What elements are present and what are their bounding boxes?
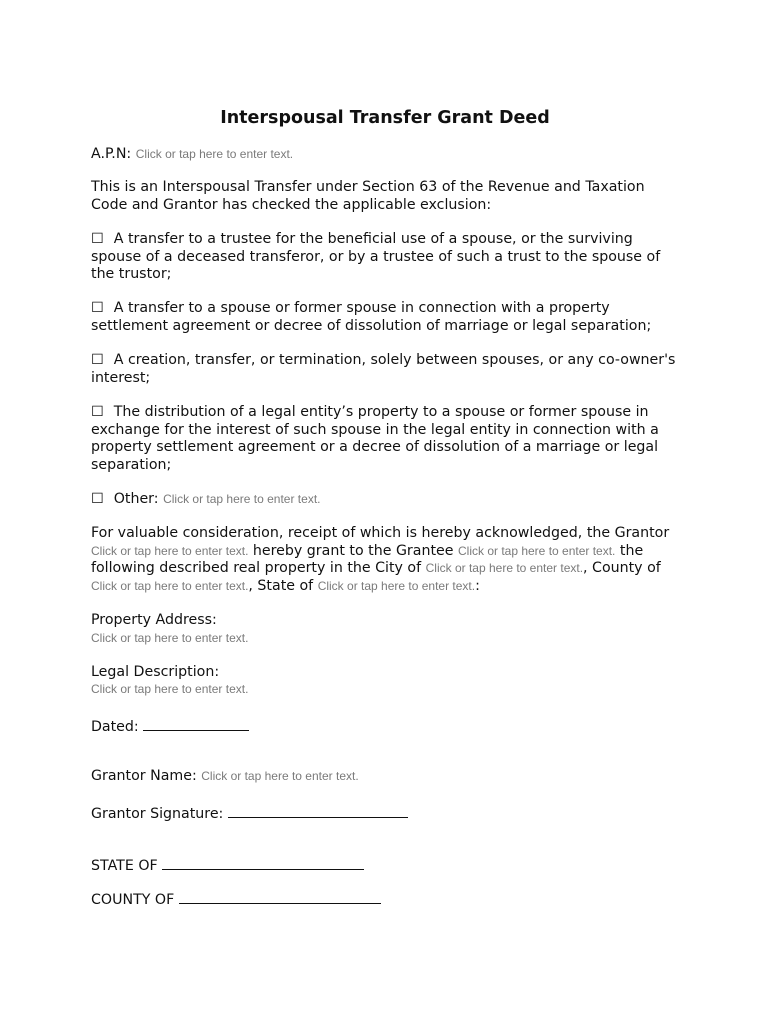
consideration-text: For valuable consideration, receipt of which is hereby acknowledged, the Grantor bbox=[91, 525, 670, 541]
county-of-line bbox=[91, 889, 681, 910]
exclusion-checkbox[interactable]: ☐ bbox=[91, 300, 104, 316]
dated-field[interactable] bbox=[143, 716, 249, 731]
grantor-signature-line bbox=[91, 803, 681, 824]
property-address-label: Property Address: bbox=[91, 612, 217, 628]
state-of-line bbox=[91, 855, 681, 876]
apn-line bbox=[91, 146, 681, 164]
consideration-text: hereby grant to the Grantee bbox=[248, 542, 458, 559]
other-checkbox[interactable]: ☐ bbox=[91, 491, 104, 507]
grantor-signature-field[interactable] bbox=[228, 803, 408, 818]
exclusion-checkbox[interactable]: ☐ bbox=[91, 231, 104, 247]
other-item bbox=[91, 491, 681, 509]
grantee-field[interactable]: Click or tap here to enter text. bbox=[457, 543, 616, 558]
intro-paragraph: This is an Interspousal Transfer under Section 63 of the Revenue and Taxation Code and Grantor has checked the applicable exclusion: bbox=[91, 179, 645, 213]
consideration-text: the following described real property in the City of bbox=[91, 542, 644, 576]
exclusion-text: A creation, transfer, or termination, solely between spouses, or any co-owner's interest; bbox=[91, 352, 676, 386]
legal-description-field[interactable]: Click or tap here to enter text. bbox=[91, 682, 249, 696]
state-field[interactable]: Click or tap here to enter text. bbox=[317, 578, 476, 593]
consideration-text: : bbox=[475, 577, 480, 594]
county-of-field[interactable] bbox=[179, 889, 381, 904]
apn-field[interactable]: Click or tap here to enter text. bbox=[135, 147, 294, 161]
consideration-paragraph bbox=[91, 525, 681, 595]
exclusion-item bbox=[91, 300, 681, 335]
grantor-name-label: Grantor Name: bbox=[91, 768, 197, 784]
document-title: Interspousal Transfer Grant Deed bbox=[220, 108, 550, 128]
property-address-field[interactable]: Click or tap here to enter text. bbox=[91, 631, 249, 645]
state-of-field[interactable] bbox=[162, 855, 364, 870]
county-of-label: COUNTY OF bbox=[91, 892, 175, 908]
exclusion-text: A transfer to a spouse or former spouse in connection with a property settlement agreement or decree of dissolution of marriage or legal separation; bbox=[91, 300, 652, 334]
apn-label: A.P.N: bbox=[91, 146, 132, 162]
grantor-field[interactable]: Click or tap here to enter text. bbox=[91, 543, 249, 558]
exclusion-item bbox=[91, 231, 681, 284]
grantor-name-field[interactable]: Click or tap here to enter text. bbox=[201, 769, 359, 783]
exclusion-checkbox[interactable]: ☐ bbox=[91, 404, 104, 420]
other-field[interactable]: Click or tap here to enter text. bbox=[163, 492, 321, 506]
county-field[interactable]: Click or tap here to enter text. bbox=[91, 578, 249, 593]
grantor-name-line bbox=[91, 768, 681, 786]
state-of-label: STATE OF bbox=[91, 858, 158, 874]
consideration-text: , State of bbox=[248, 577, 318, 594]
legal-description-label: Legal Description: bbox=[91, 664, 220, 680]
grantor-signature-label: Grantor Signature: bbox=[91, 806, 224, 822]
exclusion-checkbox[interactable]: ☐ bbox=[91, 352, 104, 368]
other-label: Other: bbox=[113, 491, 159, 507]
dated-label: Dated: bbox=[91, 719, 139, 735]
dated-line bbox=[91, 716, 681, 737]
exclusion-text: The distribution of a legal entity’s property to a spouse or former spouse in exchange for the interest of such spouse in the legal entity in connection with a property settlement agreement or a decree of dissolution of a marriage or legal separation; bbox=[91, 404, 659, 473]
consideration-text: , County of bbox=[583, 560, 661, 576]
exclusion-item bbox=[91, 404, 681, 474]
exclusion-item bbox=[91, 352, 681, 387]
city-field[interactable]: Click or tap here to enter text. bbox=[425, 561, 584, 575]
exclusion-text: A transfer to a trustee for the beneficial use of a spouse, or the surviving spouse of a deceased transferor, or by a trustee of such a trust to the spouse of the trustor; bbox=[91, 231, 661, 282]
